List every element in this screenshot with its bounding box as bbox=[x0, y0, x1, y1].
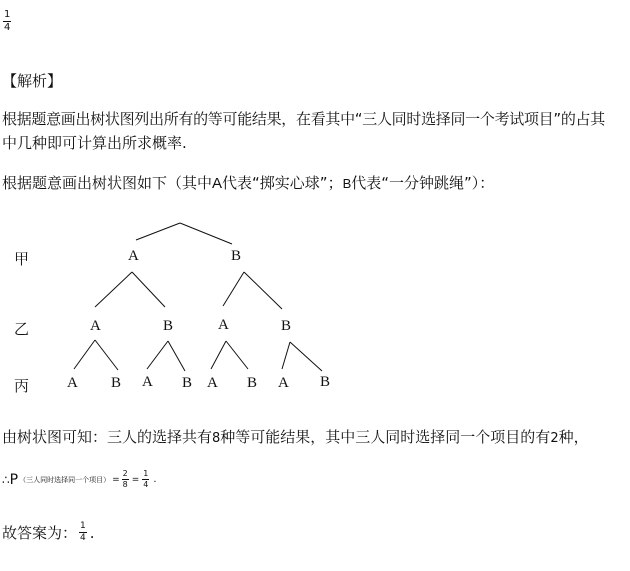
edge-root-a bbox=[136, 223, 180, 240]
edge-a-a bbox=[95, 272, 132, 307]
answer-denominator: 4 bbox=[4, 22, 11, 33]
conclusion-part-c: 种， bbox=[558, 428, 589, 446]
row-label-bing: 丙 bbox=[14, 377, 30, 395]
final-answer-period: . bbox=[89, 523, 95, 542]
node-l2-2: B bbox=[163, 318, 174, 334]
row-label-jia: 甲 bbox=[14, 250, 30, 268]
final-answer-prefix: 故答案为： bbox=[2, 524, 78, 542]
node-l1-a: A bbox=[128, 248, 139, 264]
edge-aa-a bbox=[74, 340, 95, 369]
node-l3-7: A bbox=[278, 375, 289, 391]
probability-event: （三人同时选择同一个项目） bbox=[19, 475, 111, 484]
paragraph-1-line-2: 中几种即可计算出所求概率. bbox=[2, 134, 187, 152]
final-answer bbox=[2, 522, 95, 543]
edge-aa-b bbox=[95, 340, 118, 370]
fraction-2-8-numerator: 2 bbox=[122, 469, 128, 478]
fraction-2-8 bbox=[122, 470, 129, 489]
final-answer-numerator: 1 bbox=[80, 521, 86, 531]
node-l1-b: B bbox=[231, 248, 242, 264]
final-answer-denominator: 4 bbox=[80, 533, 86, 543]
edge-b-a bbox=[223, 272, 244, 306]
edge-ba-a bbox=[211, 341, 226, 369]
edge-ab-b bbox=[168, 341, 185, 371]
answer-numerator: 1 bbox=[4, 9, 11, 20]
paragraph-2-prefix: 根据题意画出树状图如下（其中 bbox=[2, 174, 213, 192]
conclusion-count-favorable: 2 bbox=[550, 431, 559, 446]
node-l2-3: A bbox=[218, 317, 229, 333]
node-l3-5: A bbox=[207, 375, 218, 391]
fraction-2-8-denominator: 8 bbox=[122, 480, 128, 489]
paragraph-2-b: B bbox=[342, 176, 352, 191]
conclusion-text bbox=[2, 426, 589, 447]
node-l2-1: A bbox=[90, 318, 101, 334]
equals-2: = bbox=[131, 474, 140, 485]
probability-formula bbox=[2, 470, 157, 489]
conclusion-part-a: 由树状图可知：三人的选择共有 bbox=[2, 428, 213, 446]
formula-period: . bbox=[153, 474, 157, 485]
node-l2-4: B bbox=[281, 318, 292, 334]
fraction-1-4-denominator: 4 bbox=[143, 480, 149, 489]
node-l3-2: B bbox=[111, 375, 122, 391]
paragraph-2-a: A bbox=[212, 175, 223, 192]
conclusion-count-total: 8 bbox=[212, 431, 221, 446]
fraction-1-4 bbox=[142, 470, 149, 489]
edge-ba-b bbox=[226, 341, 248, 369]
probability-p: P bbox=[9, 471, 19, 488]
node-l3-8: B bbox=[320, 374, 331, 390]
paragraph-1-line-1: 根据题意画出树状图列出所有的等可能结果，在看其中“三人同时选择同一个考试项目”的占其 bbox=[2, 110, 605, 128]
paragraph-2-mid1: 代表“掷实心球”； bbox=[222, 174, 343, 192]
conclusion-part-b: 种等可能结果，其中三人同时选择同一个项目的有 bbox=[220, 428, 551, 446]
row-label-yi: 乙 bbox=[14, 320, 30, 338]
therefore-symbol: ∴ bbox=[2, 472, 10, 487]
node-l3-6: B bbox=[247, 375, 258, 391]
analysis-heading: 【解析】 bbox=[2, 72, 63, 90]
edge-a-b bbox=[132, 272, 165, 307]
node-l3-4: B bbox=[182, 375, 193, 391]
edge-ab-a bbox=[147, 341, 168, 369]
node-l3-3: A bbox=[142, 374, 153, 390]
edge-root-b bbox=[180, 223, 232, 244]
paragraph-2-mid2: 代表“一分钟跳绳”）： bbox=[351, 174, 495, 192]
edge-bb-a bbox=[282, 342, 290, 369]
final-answer-fraction bbox=[79, 522, 87, 543]
fraction-1-4-numerator: 1 bbox=[143, 469, 149, 478]
equals-1: = bbox=[112, 474, 120, 485]
edge-b-b bbox=[244, 272, 282, 309]
node-l3-1: A bbox=[67, 375, 78, 391]
edge-bb-b bbox=[290, 342, 322, 371]
